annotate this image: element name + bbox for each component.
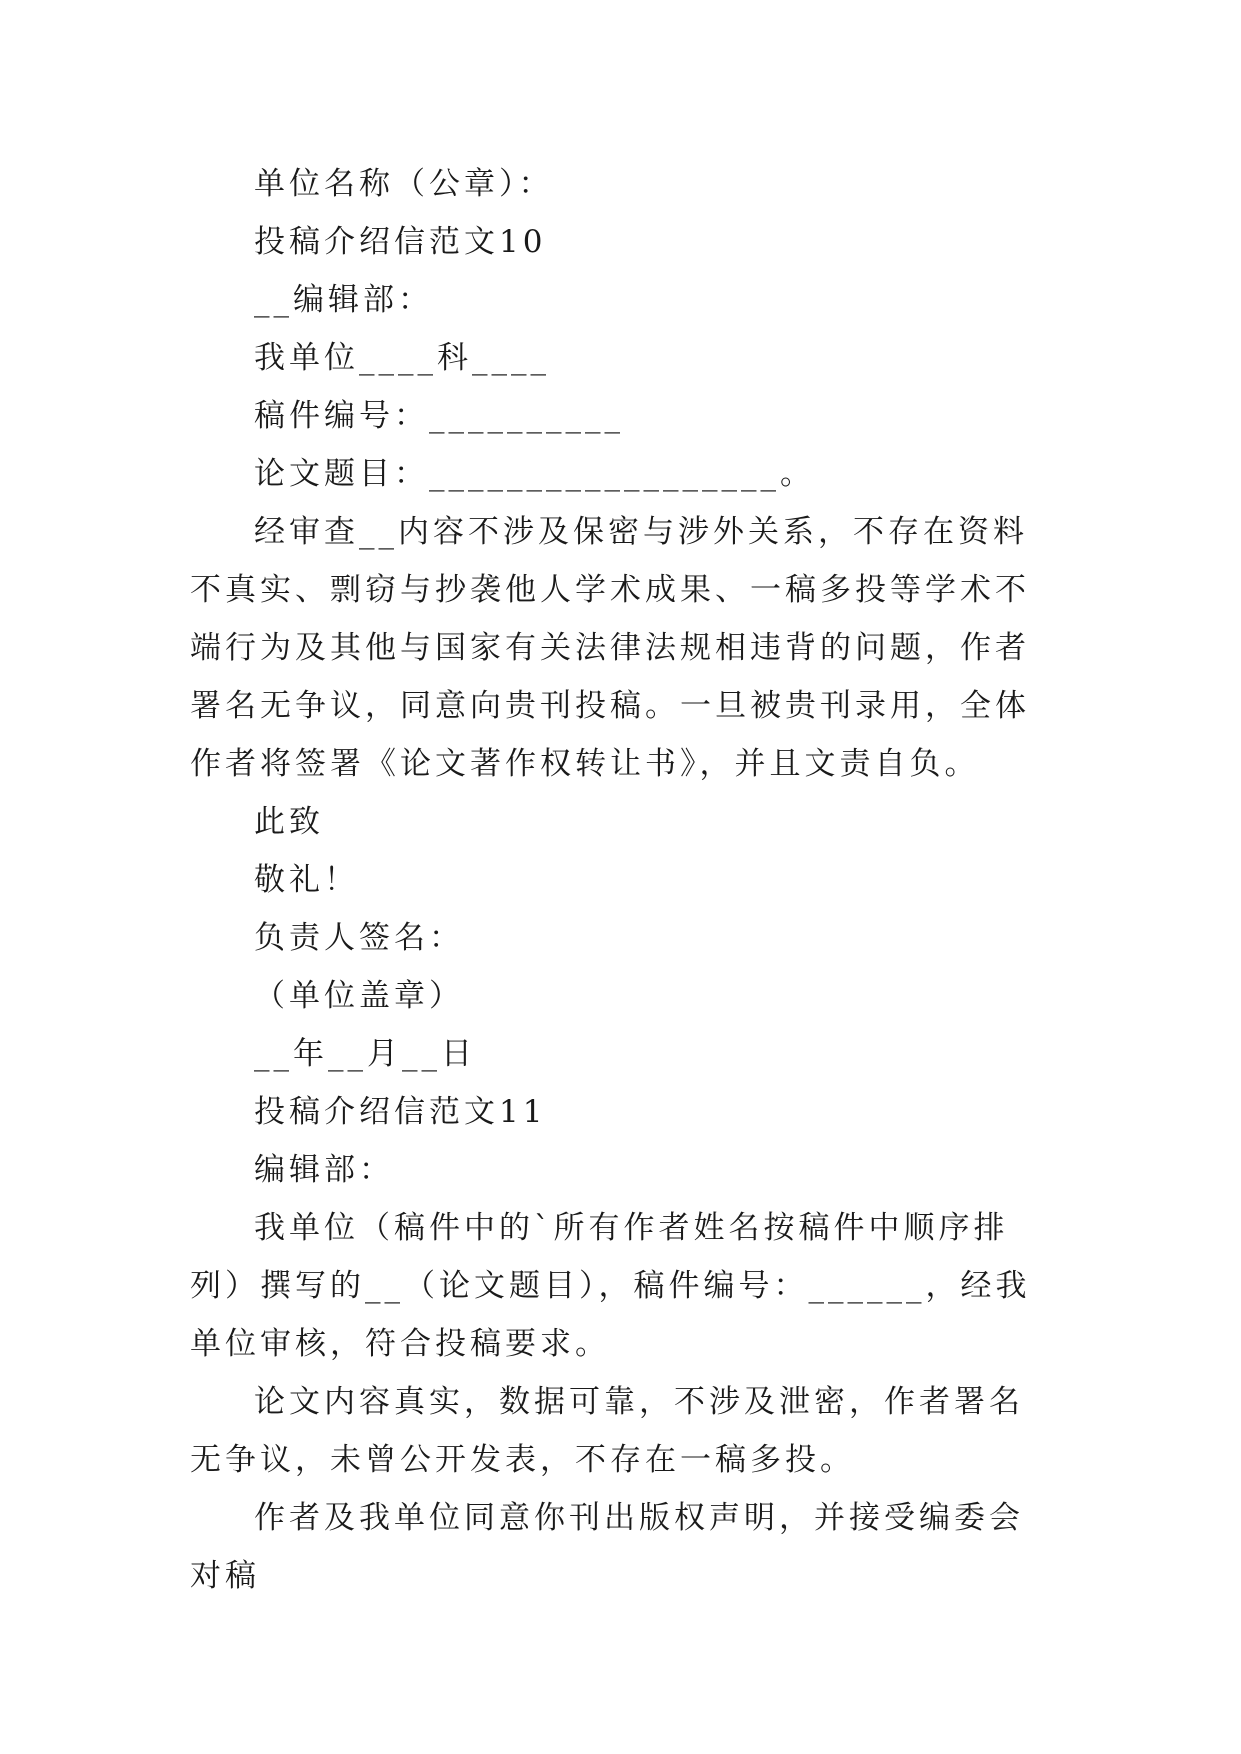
line-date: __年__月__日 (254, 1036, 476, 1072)
line-unit-name-seal: 单位名称（公章）： (254, 166, 554, 202)
heading-sample-10: 投稿介绍信范文10 (254, 224, 547, 260)
heading-sample-11: 投稿介绍信范文11 (254, 1094, 547, 1130)
document-body (190, 155, 1052, 1605)
line-salute: 敬礼！ (254, 862, 359, 898)
line-greeting: 此致 (254, 804, 324, 840)
paragraph-copyright-statement: 作者及我单位同意你刊出版权声明，并接受编委会对稿 (190, 1500, 1024, 1594)
line-editorial-dept-2: 编辑部： (254, 1152, 394, 1188)
line-unit-stamp: （单位盖章） (254, 978, 464, 1014)
paragraph-authors-statement: 我单位（稿件中的`所有作者姓名按稿件中顺序排列）撰写的__（论文题目），稿件编号：______，经我单位审核，符合投稿要求。 (190, 1210, 1031, 1362)
paragraph-review-statement: 经审查__内容不涉及保密与涉外关系，不存在资料不真实、剽窃与抄袭他人学术成果、一稿多投等学术不端行为及其他与国家有关法律法规相违背的问题，作者署名无争议，同意向贵刊投稿。一旦被贵刊录用，全体作者将签署《论文著作权转让书》，并且文责自负。 (190, 514, 1030, 782)
line-paper-title: 论文题目：__________________。 (254, 456, 815, 492)
line-signature: 负责人签名： (254, 920, 464, 956)
line-manuscript-number: 稿件编号：__________ (254, 398, 624, 434)
paragraph-content-statement: 论文内容真实，数据可靠，不涉及泄密，作者署名无争议，未曾公开发表，不存在一稿多投。 (190, 1384, 1024, 1478)
line-our-unit-section: 我单位____科____ (254, 340, 550, 376)
line-editorial-dept: __编辑部： (254, 282, 433, 318)
